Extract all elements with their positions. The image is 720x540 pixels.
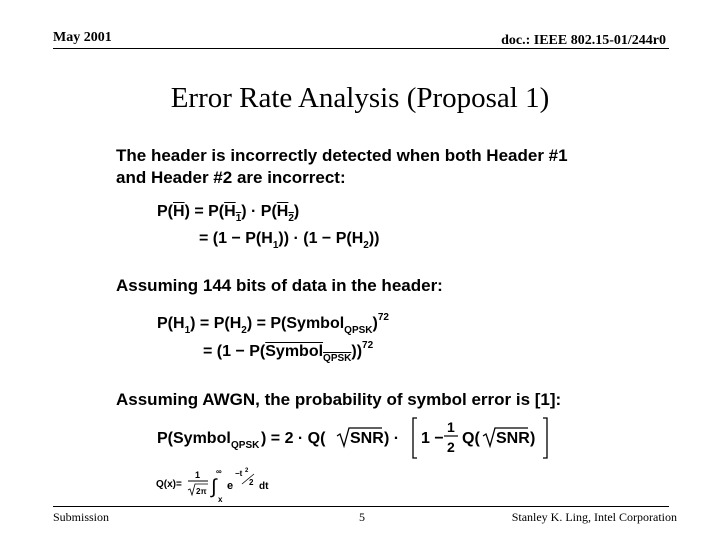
equation-2a: $P(H_1) = P(H_2)$ = P(Symbol$_{QPSK}$)$^{72}$ — [157, 312, 389, 336]
paragraph-2: Assuming 144 bits of data in the header: — [116, 276, 443, 295]
footer-submission: Submission — [53, 510, 110, 524]
svg-text:2π: 2π — [196, 487, 207, 496]
paragraph-1-line-2: and Header #2 are incorrect: — [116, 168, 346, 187]
footer-author: Stanley K. Ling, Intel Corporation — [511, 510, 677, 524]
footer-page-number: 5 — [359, 510, 365, 524]
svg-text:−t: −t — [235, 469, 243, 478]
svg-text:e: e — [227, 480, 234, 492]
svg-text:dt: dt — [259, 481, 269, 492]
paragraph-3: Assuming AWGN, the probability of symbol error is [1]: — [116, 390, 562, 409]
svg-text:): ) — [530, 430, 536, 447]
footer-rule — [53, 506, 669, 507]
svg-text:2: 2 — [245, 468, 249, 474]
svg-text:Q(: Q( — [462, 430, 480, 447]
svg-text:∫: ∫ — [211, 476, 217, 498]
paragraph-1-line-1: The header is incorrectly detected when both Header #1 — [116, 146, 568, 165]
svg-text:) = 2 · Q(: ) = 2 · Q( — [261, 430, 326, 447]
svg-text:1 −: 1 − — [421, 430, 444, 447]
svg-text:1: 1 — [447, 419, 455, 435]
svg-text:SNR: SNR — [496, 430, 530, 447]
svg-text:2: 2 — [249, 478, 254, 487]
equation-2b: = (1 − P(Symbol$_{QPSK}$))$^{72}$ — [203, 340, 374, 364]
svg-text:Q(x)=: Q(x)= — [156, 479, 182, 490]
header-rule — [53, 48, 669, 49]
svg-text:x: x — [218, 495, 223, 504]
svg-text:SNR: SNR — [350, 430, 384, 447]
equation-1a: $P(\overline{H}) = P(H_1) \cdot P(H_2)$ — [157, 203, 300, 224]
svg-text:2: 2 — [447, 439, 455, 455]
paragraph-1 — [116, 145, 568, 189]
equation-1b: = $(1 - P(H_1)) \cdot (1 - P(H_2))$ — [199, 230, 380, 251]
header-doc-id: doc.: IEEE 802.15-01/244r0 — [501, 33, 666, 48]
svg-text:) ·: ) · — [384, 430, 400, 447]
header-date: May 2001 — [53, 30, 112, 45]
equation-4 — [150, 462, 290, 506]
svg-text:1: 1 — [195, 470, 201, 480]
slide-title: Error Rate Analysis (Proposal 1) — [170, 82, 550, 114]
svg-text:∞: ∞ — [216, 467, 222, 476]
equation-3 — [150, 412, 570, 464]
svg-text:QPSK: QPSK — [231, 440, 260, 451]
svg-text:P(Symbol: P(Symbol — [157, 430, 231, 447]
